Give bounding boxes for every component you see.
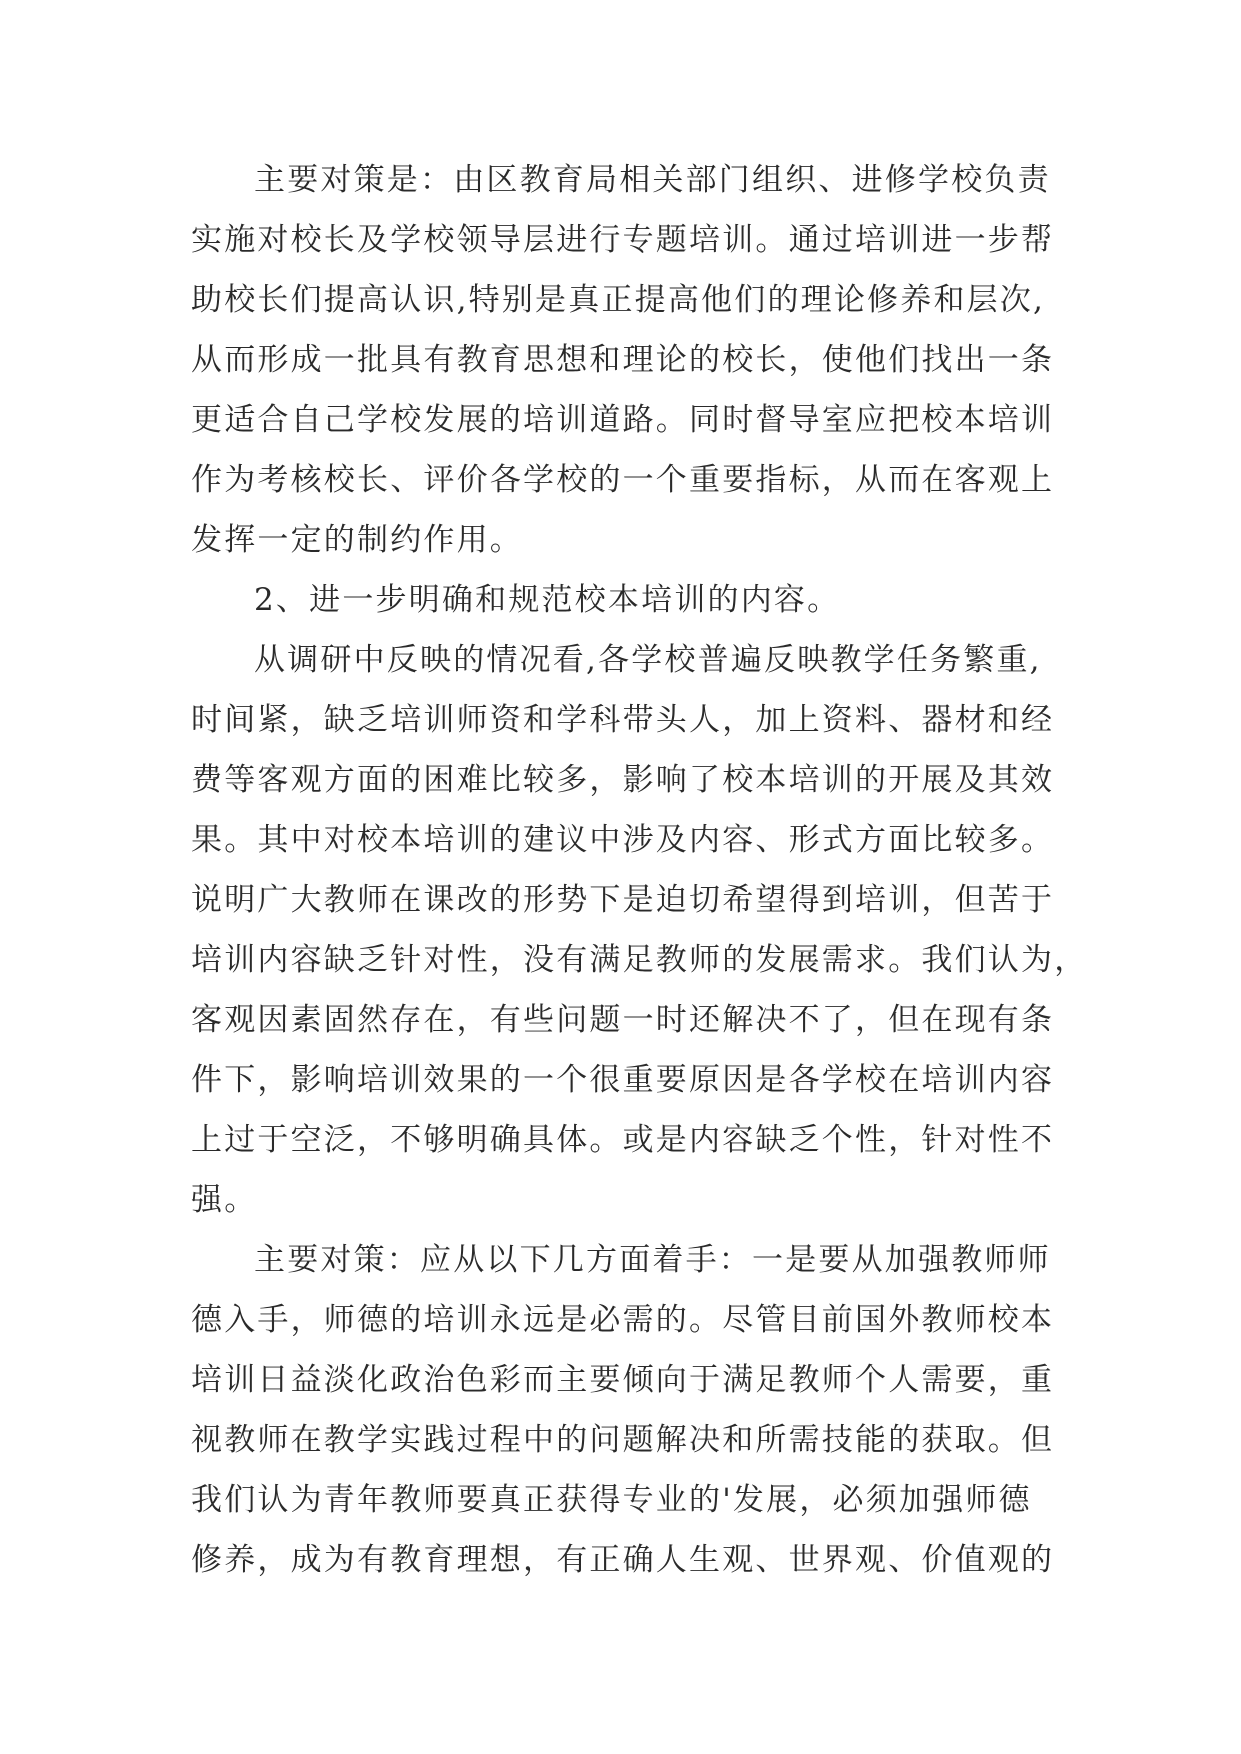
text-line: 上过于空泛，不够明确具体。或是内容缺乏个性，针对性不 bbox=[191, 1122, 1055, 1158]
text-line: 时间紧，缺乏培训师资和学科带头人，加上资料、器材和经 bbox=[191, 702, 1055, 738]
text-line: 2、进一步明确和规范校本培训的内容。 bbox=[254, 582, 841, 618]
text-line: 强。 bbox=[191, 1182, 258, 1218]
text-line: 说明广大教师在课改的形势下是迫切希望得到培训，但苦于 bbox=[191, 882, 1055, 918]
text-line: 果。其中对校本培训的建议中涉及内容、形式方面比较多。 bbox=[191, 822, 1055, 858]
text-line: 培训日益淡化政治色彩而主要倾向于满足教师个人需要，重 bbox=[191, 1362, 1055, 1398]
text-line: 件下，影响培训效果的一个很重要原因是各学校在培训内容 bbox=[191, 1062, 1055, 1098]
text-line: 客观因素固然存在，有些问题一时还解决不了，但在现有条 bbox=[191, 1002, 1055, 1038]
text-line: 视教师在教学实践过程中的问题解决和所需技能的获取。但 bbox=[191, 1422, 1055, 1458]
text-line: 更适合自己学校发展的培训道路。同时督导室应把校本培训 bbox=[191, 402, 1055, 438]
text-line: 实施对校长及学校领导层进行专题培训。通过培训进一步帮 bbox=[191, 222, 1055, 258]
text-line: 主要对策：应从以下几方面着手：一是要从加强教师师 bbox=[254, 1242, 1051, 1278]
text-line: 费等客观方面的困难比较多，影响了校本培训的开展及其效 bbox=[191, 762, 1055, 798]
text-line: 助校长们提高认识,特别是真正提高他们的理论修养和层次, bbox=[191, 282, 1046, 318]
text-line: 发挥一定的制约作用。 bbox=[191, 522, 523, 558]
text-line: 修养，成为有教育理想，有正确人生观、世界观、价值观的 bbox=[191, 1542, 1055, 1578]
text-line: 我们认为青年教师要真正获得专业的'发展，必须加强师德 bbox=[191, 1482, 1032, 1518]
text-line: 作为考核校长、评价各学校的一个重要指标，从而在客观上 bbox=[191, 462, 1055, 498]
text-line: 从而形成一批具有教育思想和理论的校长，使他们找出一条 bbox=[191, 342, 1055, 378]
text-line: 德入手，师德的培训永远是必需的。尽管目前国外教师校本 bbox=[191, 1302, 1055, 1338]
text-line: 主要对策是：由区教育局相关部门组织、进修学校负责 bbox=[254, 162, 1051, 198]
text-line: 培训内容缺乏针对性，没有满足教师的发展需求。我们认为， bbox=[191, 942, 1088, 978]
text-line: 从调研中反映的情况看,各学校普遍反映教学任务繁重, bbox=[254, 642, 1042, 678]
